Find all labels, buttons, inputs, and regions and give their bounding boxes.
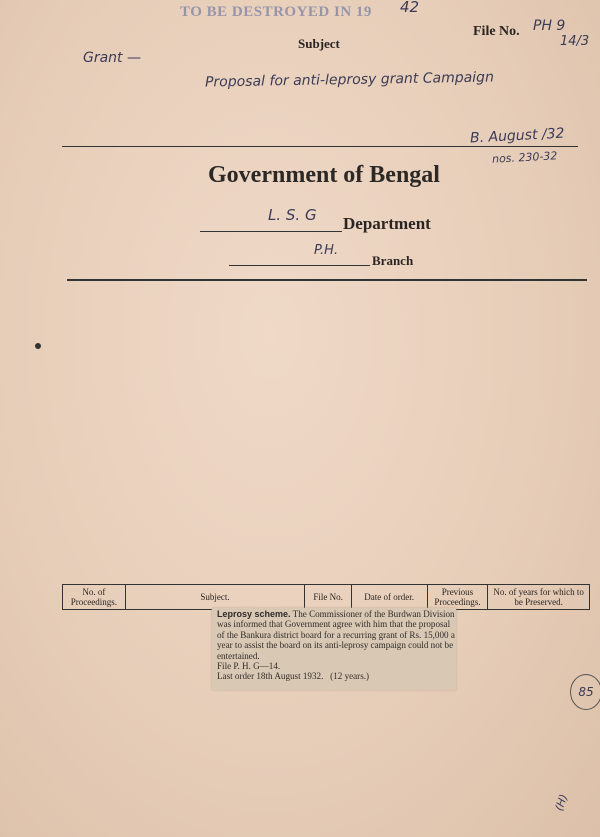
col-previous-proceedings: Previous Proceedings. [427,585,488,610]
clipping-heading: Leprosy scheme. [217,609,291,619]
clipping-last-order: Last order 18th August 1932. [217,671,324,682]
register-table [62,584,590,610]
handwritten-grant: Grant — [83,50,141,66]
subject-label: Subject [298,36,340,51]
header-rule [67,279,587,281]
clipping-text [217,609,455,682]
handwritten-date: B. August /32 [469,125,565,147]
table-header-row [63,585,590,610]
corner-note: (H) [552,792,571,813]
department-hand: L. S. G [268,206,317,224]
col-years-preserved: No. of years for which to be Preserved. [488,585,590,610]
col-date-of-order: Date of order. [351,585,427,610]
destroy-stamp: TO BE DESTROYED IN 19 [180,4,372,20]
file-no-label: File No. [473,24,520,39]
file-no-value: PH 9 [533,18,566,34]
stamp-year: 42 [400,0,420,16]
col-proceedings: No. of Proceedings. [63,585,126,610]
punch-mark [35,343,41,349]
col-subject: Subject. [125,585,305,610]
page-title: Government of Bengal [208,162,440,188]
clipping-years: (12 years.) [330,671,370,682]
branch-hand: P.H. [314,243,339,258]
department-line [200,231,342,232]
top-rule [62,146,578,147]
handwritten-subject: Proposal for anti-leprosy grant Campaign [204,69,495,91]
branch-line [229,265,370,266]
branch-label: Branch [372,253,414,268]
handwritten-numbers: nos. 230-32 [491,149,558,166]
clipping-body: The Commissioner of the Burdwan Division was informed that Government agree with him that the proposal of the Bankura district board for a recurring grant of Rs. 15,000 a year to assist the board on its anti-leprosy campaign could not be entertained. [217,609,455,661]
file-no-sub: 14/3 [560,34,590,49]
circled-number: 85 [570,674,600,710]
clipping-file: File P. H. G—14. [217,661,281,672]
col-file-no: File No. [305,585,351,610]
department-label: Department [343,214,431,233]
